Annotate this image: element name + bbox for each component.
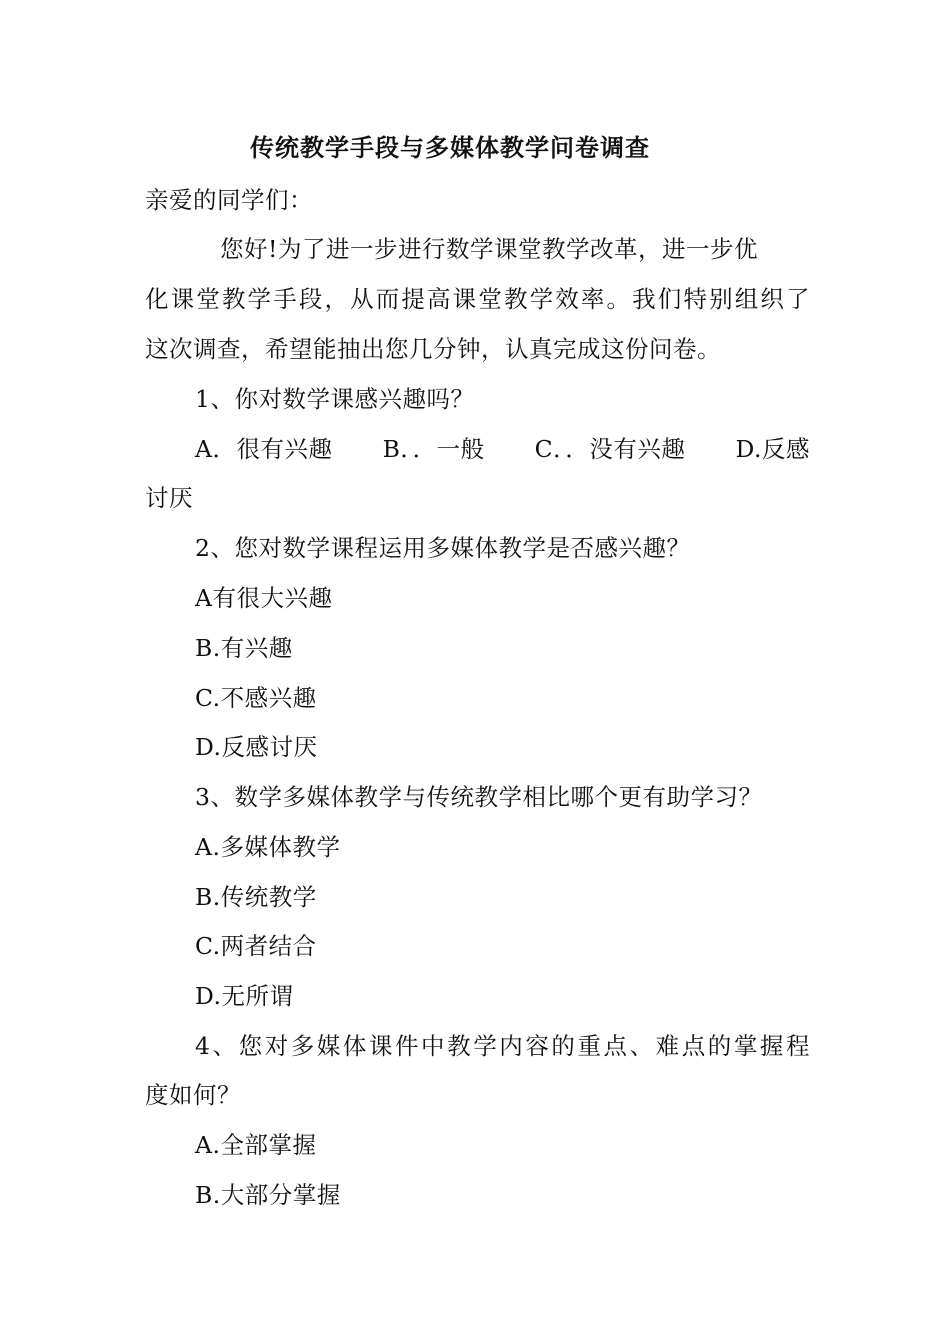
- question-1-option-b: B．．一般: [382, 435, 485, 463]
- question-4-line-1: 4、您对多媒体课件中教学内容的重点、难点的掌握程: [195, 1032, 810, 1060]
- question-2-option-c: C.不感兴趣: [195, 684, 317, 712]
- question-1-option-d-continuation: 讨厌: [145, 484, 193, 512]
- question-3-option-b: B.传统教学: [195, 883, 317, 911]
- question-1-option-c: C．．没有兴趣: [534, 435, 686, 463]
- question-1-options: [195, 429, 810, 469]
- question-4-option-a: A.全部掌握: [195, 1131, 317, 1159]
- question-2-option-b: B.有兴趣: [195, 634, 293, 662]
- document-title: 传统教学手段与多媒体教学问卷调查: [250, 133, 650, 162]
- salutation: 亲爱的同学们：: [145, 186, 313, 214]
- question-3-option-c: C.两者结合: [195, 932, 317, 960]
- question-4-option-b: B.大部分掌握: [195, 1181, 341, 1209]
- question-2-option-d: D.反感讨厌: [195, 733, 318, 761]
- question-3-option-a: A.多媒体教学: [195, 833, 341, 861]
- intro-line-1: 您好!为了进一步进行数学课堂教学改革，进一步优: [220, 235, 758, 263]
- question-3: 3、数学多媒体教学与传统教学相比哪个更有助学习？: [195, 783, 763, 811]
- question-3-option-d: D.无所谓: [195, 982, 294, 1010]
- question-4-line-2: 度如何？: [145, 1081, 241, 1109]
- question-1: 1、你对数学课感兴趣吗？: [195, 385, 475, 413]
- intro-line-3: 这次调查，希望能抽出您几分钟，认真完成这份问卷。: [145, 335, 721, 363]
- question-2-option-a: A有很大兴趣: [195, 584, 333, 612]
- question-1-option-d: D.反感: [735, 435, 810, 463]
- question-2: 2、您对数学课程运用多媒体教学是否感兴趣？: [195, 534, 691, 562]
- question-1-option-a: A．很有兴趣: [195, 435, 333, 463]
- intro-line-2: 化课堂教学手段，从而提高课堂教学效率。我们特别组织了: [145, 285, 810, 313]
